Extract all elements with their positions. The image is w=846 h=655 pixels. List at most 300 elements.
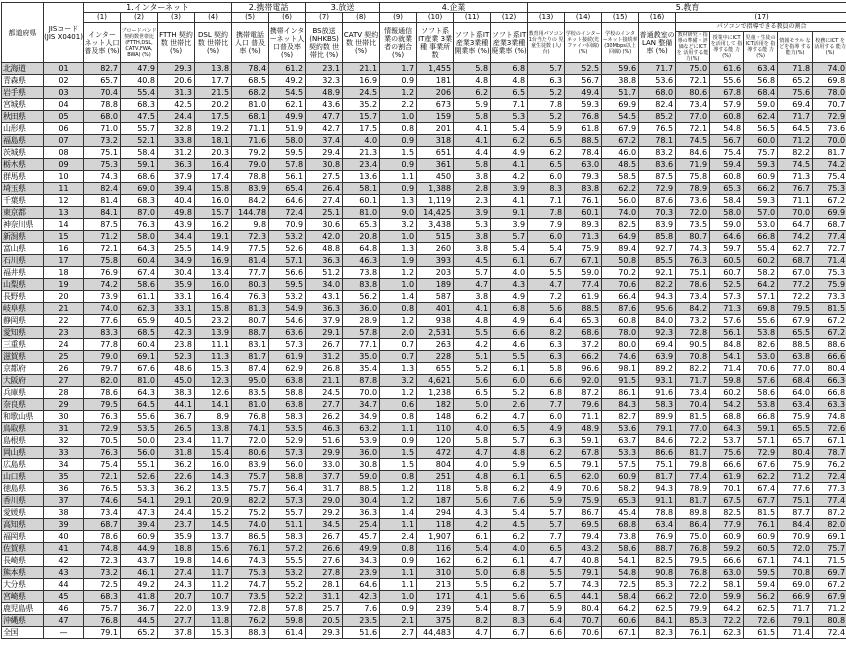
- col-num: (7): [306, 13, 343, 23]
- prefecture-name: 岩手県: [2, 87, 44, 99]
- data-cell: 181: [417, 75, 454, 87]
- prefecture-name: 高知県: [2, 519, 44, 531]
- data-cell: 58.5: [602, 171, 639, 183]
- data-cell: 20.2: [195, 99, 232, 111]
- data-cell: 68.0: [639, 87, 676, 99]
- prefecture-name: 兵庫県: [2, 387, 44, 399]
- data-cell: 34.4: [158, 231, 195, 243]
- data-cell: 76.8: [565, 111, 602, 123]
- data-cell: 1,388: [417, 183, 454, 195]
- data-cell: 159: [417, 111, 454, 123]
- table-row: [2, 507, 846, 519]
- data-cell: 69.4: [639, 339, 676, 351]
- table-row: [2, 159, 846, 171]
- data-cell: 655: [417, 363, 454, 375]
- data-cell: 70.3: [639, 207, 676, 219]
- data-cell: 587: [417, 291, 454, 303]
- prefecture-name: 静岡県: [2, 315, 44, 327]
- data-cell: 65.7: [778, 435, 813, 447]
- data-cell: 63.9: [639, 351, 676, 363]
- data-cell: 88.3: [232, 627, 269, 639]
- data-cell: 4.9: [491, 291, 528, 303]
- data-cell: 88.7: [639, 543, 676, 555]
- data-cell: 1.0: [380, 111, 417, 123]
- jis-code: 20: [44, 291, 84, 303]
- data-cell: 20.8: [343, 231, 380, 243]
- data-cell: 76.1: [565, 195, 602, 207]
- jis-code: 47: [44, 615, 84, 627]
- data-cell: 72.7: [813, 243, 846, 255]
- data-cell: 51.2: [306, 267, 343, 279]
- data-cell: 1.0: [380, 591, 417, 603]
- data-cell: 59.5: [744, 567, 778, 579]
- data-cell: 6.5: [454, 387, 491, 399]
- data-cell: 6.1: [491, 363, 528, 375]
- prefecture-name: 石川県: [2, 255, 44, 267]
- data-cell: 71.7: [778, 111, 813, 123]
- data-cell: 5.5: [528, 267, 565, 279]
- data-cell: 70.9: [269, 219, 306, 231]
- data-cell: 67.1: [565, 255, 602, 267]
- data-cell: 10.7: [195, 591, 232, 603]
- data-cell: 6.3: [528, 351, 565, 363]
- data-cell: 5.6: [491, 591, 528, 603]
- data-cell: 81.7: [639, 471, 676, 483]
- data-cell: 67.9: [813, 591, 846, 603]
- data-cell: 64.6: [269, 195, 306, 207]
- prefecture-name: 山口県: [2, 471, 44, 483]
- data-cell: 79.1: [565, 567, 602, 579]
- data-cell: 6.0: [528, 171, 565, 183]
- table-row: [2, 519, 846, 531]
- data-cell: 23.4: [158, 435, 195, 447]
- data-cell: 8.3: [491, 615, 528, 627]
- jis-code: 02: [44, 75, 84, 87]
- data-cell: 57.3: [269, 447, 306, 459]
- data-cell: 82.4: [639, 99, 676, 111]
- data-cell: 31.3: [158, 87, 195, 99]
- data-cell: 35.9: [158, 531, 195, 543]
- data-cell: 1.3: [380, 195, 417, 207]
- data-cell: 30.8: [306, 159, 343, 171]
- prefecture-name: 香川県: [2, 495, 44, 507]
- data-cell: 1.1: [380, 519, 417, 531]
- data-cell: 61.5: [744, 627, 778, 639]
- data-cell: 52.6: [121, 471, 158, 483]
- data-cell: 72.9: [84, 423, 121, 435]
- col-num: (9): [380, 13, 417, 23]
- data-cell: 45.0: [158, 375, 195, 387]
- data-cell: 13.5: [195, 483, 232, 495]
- statistics-table-container: [1, 2, 846, 639]
- prefecture-name: 滋賀県: [2, 351, 44, 363]
- data-cell: 79.1: [639, 423, 676, 435]
- data-cell: 66.3: [813, 375, 846, 387]
- data-cell: 46.1: [121, 567, 158, 579]
- data-cell: 74.2: [84, 279, 121, 291]
- data-cell: 19.8: [158, 555, 195, 567]
- col-desc-students-per-pc: 教育用パソコン 1台当たりの 児童生徒数 (人/台): [528, 23, 565, 63]
- data-cell: 7.6: [491, 495, 528, 507]
- data-cell: 87.4: [232, 363, 269, 375]
- data-cell: 71.2: [84, 231, 121, 243]
- data-cell: 6.0: [491, 375, 528, 387]
- data-cell: 72.1: [84, 471, 121, 483]
- data-cell: 77.8: [84, 339, 121, 351]
- jis-code: 04: [44, 99, 84, 111]
- data-cell: 73.6: [676, 195, 710, 207]
- data-cell: 72.9: [813, 111, 846, 123]
- prefecture-name: 栃木県: [2, 159, 44, 171]
- data-cell: 44.9: [121, 543, 158, 555]
- data-cell: 71.5: [813, 555, 846, 567]
- jis-code: 19: [44, 279, 84, 291]
- data-cell: 75.1: [778, 495, 813, 507]
- data-cell: 50.0: [121, 435, 158, 447]
- data-cell: 84.6: [639, 435, 676, 447]
- data-cell: 5.2: [528, 111, 565, 123]
- data-cell: 6.2: [454, 555, 491, 567]
- data-cell: 60.9: [710, 531, 744, 543]
- data-cell: 74.3: [676, 243, 710, 255]
- data-cell: 83.3: [84, 327, 121, 339]
- data-cell: 74.0: [813, 63, 846, 75]
- data-cell: 70.0: [813, 135, 846, 147]
- data-cell: 57.5: [602, 459, 639, 471]
- prefecture-name: 島根県: [2, 435, 44, 447]
- data-cell: 75.9: [813, 279, 846, 291]
- data-cell: 76.3: [84, 411, 121, 423]
- data-cell: 76.9: [84, 267, 121, 279]
- data-cell: 78.0: [602, 327, 639, 339]
- data-cell: 72.0: [232, 435, 269, 447]
- jis-code: 07: [44, 135, 84, 147]
- jis-code: 08: [44, 147, 84, 159]
- data-cell: 53.6: [602, 423, 639, 435]
- data-cell: 62.1: [269, 99, 306, 111]
- data-cell: 3.2: [380, 219, 417, 231]
- data-cell: 1.1: [380, 579, 417, 591]
- table-row: [2, 291, 846, 303]
- data-cell: 72.3: [84, 555, 121, 567]
- data-cell: 53.2: [269, 567, 306, 579]
- prefecture-name: 福井県: [2, 267, 44, 279]
- col17-title: パソコンで指導できる教員の割合: [676, 23, 846, 32]
- data-cell: 5.7: [528, 579, 565, 591]
- data-cell: 70.7: [565, 615, 602, 627]
- data-cell: 72.4: [813, 627, 846, 639]
- data-cell: 6.2: [491, 579, 528, 591]
- data-cell: 75.7: [813, 543, 846, 555]
- data-cell: 5.7: [528, 519, 565, 531]
- data-cell: 59.6: [602, 63, 639, 75]
- data-cell: 51.6: [343, 627, 380, 639]
- data-cell: 36.3: [306, 303, 343, 315]
- data-cell: 6.5: [491, 423, 528, 435]
- data-cell: 5.5: [491, 351, 528, 363]
- col-desc-internet-rate: インター ネット人口 普及率 (%): [84, 23, 121, 63]
- data-cell: 87.5: [84, 219, 121, 231]
- col-desc-classroom-lan: 普通教室の LAN 整備率 (%): [639, 23, 676, 63]
- data-cell: 4.1: [454, 303, 491, 315]
- data-cell: 60.9: [744, 171, 778, 183]
- data-cell: 75.1: [639, 459, 676, 471]
- data-cell: 44.5: [121, 615, 158, 627]
- data-cell: 116: [417, 543, 454, 555]
- data-cell: 67.4: [121, 267, 158, 279]
- data-cell: 75.9: [778, 459, 813, 471]
- data-cell: 66.4: [602, 291, 639, 303]
- data-cell: 77.4: [676, 471, 710, 483]
- data-cell: 17.4: [195, 171, 232, 183]
- data-cell: 65.5: [778, 423, 813, 435]
- data-cell: 71.3: [710, 303, 744, 315]
- data-cell: 59.2: [710, 543, 744, 555]
- data-cell: 92.0: [565, 375, 602, 387]
- data-cell: 1.1: [380, 423, 417, 435]
- data-cell: 22.6: [158, 471, 195, 483]
- data-cell: 76.3: [121, 219, 158, 231]
- data-cell: 7.9: [528, 219, 565, 231]
- data-cell: 73.2: [84, 135, 121, 147]
- data-cell: 59.8: [269, 615, 306, 627]
- data-cell: 37.9: [158, 171, 195, 183]
- col-num: (10): [417, 13, 454, 23]
- data-cell: 1.2: [380, 387, 417, 399]
- data-cell: 74.5: [778, 159, 813, 171]
- data-cell: 86.4: [676, 519, 710, 531]
- data-cell: 89.4: [602, 243, 639, 255]
- data-cell: 16.9: [195, 255, 232, 267]
- data-cell: 4.7: [528, 555, 565, 567]
- data-cell: 4.4: [454, 147, 491, 159]
- data-cell: 23.2: [195, 315, 232, 327]
- data-cell: 75.7: [84, 603, 121, 615]
- table-row: [2, 411, 846, 423]
- data-cell: 36.7: [121, 603, 158, 615]
- data-cell: 65.3: [565, 315, 602, 327]
- data-cell: 77.0: [676, 111, 710, 123]
- data-cell: 6.1: [491, 255, 528, 267]
- data-cell: 71.2: [778, 471, 813, 483]
- data-cell: 5.7: [491, 231, 528, 243]
- data-cell: 83.5: [232, 387, 269, 399]
- data-cell: 4.7: [491, 411, 528, 423]
- data-cell: 38.3: [158, 387, 195, 399]
- data-cell: 58.1: [710, 579, 744, 591]
- data-cell: 13.9: [195, 327, 232, 339]
- table-row: [2, 135, 846, 147]
- data-cell: 0.9: [380, 555, 417, 567]
- col-desc-soft-it-close: ソフト系IT 産業3業種 廃業率 (%): [491, 23, 528, 63]
- data-cell: 34.9: [158, 255, 195, 267]
- data-cell: 72.9: [744, 447, 778, 459]
- data-cell: 71.7: [778, 603, 813, 615]
- data-cell: 32.3: [306, 75, 343, 87]
- data-cell: 60.6: [602, 615, 639, 627]
- col-desc-catv: CATV 契約数 世帯比 (%): [343, 23, 380, 63]
- data-cell: 88.7: [232, 327, 269, 339]
- data-cell: 60.2: [710, 387, 744, 399]
- data-cell: 91.6: [639, 387, 676, 399]
- prefecture-name: 埼玉県: [2, 183, 44, 195]
- data-cell: 6.3: [528, 75, 565, 87]
- data-cell: 58.8: [269, 387, 306, 399]
- data-cell: 59.3: [565, 99, 602, 111]
- data-cell: 54.1: [121, 495, 158, 507]
- data-cell: 59.7: [710, 243, 744, 255]
- data-cell: 51.7: [602, 87, 639, 99]
- data-cell: 88.5: [343, 483, 380, 495]
- data-cell: 66.6: [710, 555, 744, 567]
- data-cell: 48.5: [602, 159, 639, 171]
- data-cell: 0.9: [380, 183, 417, 195]
- col-num: (16): [639, 13, 676, 23]
- data-cell: 77.6: [84, 315, 121, 327]
- table-row: [2, 579, 846, 591]
- jis-code: 40: [44, 531, 84, 543]
- data-cell: 68.5: [232, 75, 269, 87]
- prefecture-name: 山梨県: [2, 279, 44, 291]
- prefecture-name: 鹿児島県: [2, 603, 44, 615]
- data-cell: 29.9: [306, 447, 343, 459]
- data-cell: 68.0: [84, 111, 121, 123]
- data-cell: 77.0: [676, 423, 710, 435]
- data-cell: 76.7: [778, 183, 813, 195]
- table-row: [2, 363, 846, 375]
- prefecture-name: 宮城県: [2, 99, 44, 111]
- data-cell: 15.7: [195, 207, 232, 219]
- data-cell: 57.1: [744, 435, 778, 447]
- data-cell: 79.7: [84, 363, 121, 375]
- data-cell: 27.8: [306, 567, 343, 579]
- data-cell: 32.8: [158, 123, 195, 135]
- data-cell: 62.2: [744, 471, 778, 483]
- data-cell: 21.3: [343, 147, 380, 159]
- data-cell: 52.5: [565, 63, 602, 75]
- prefecture-name: 京都府: [2, 363, 44, 375]
- col17-sub: 授業中にICT を活用して 指導する能 力(%): [710, 32, 744, 63]
- data-cell: 84.3: [602, 399, 639, 411]
- data-cell: 68.5: [121, 327, 158, 339]
- data-cell: 5.9: [454, 99, 491, 111]
- data-cell: 4.9: [491, 315, 528, 327]
- data-cell: 4.1: [454, 123, 491, 135]
- data-cell: 75.3: [813, 183, 846, 195]
- jis-code: 42: [44, 555, 84, 567]
- data-cell: 71.1: [232, 123, 269, 135]
- jis-code: 38: [44, 507, 84, 519]
- data-cell: 60.7: [710, 267, 744, 279]
- data-cell: 1.2: [380, 495, 417, 507]
- data-cell: 76.8: [232, 411, 269, 423]
- data-cell: 49.2: [121, 579, 158, 591]
- data-cell: 58.4: [710, 195, 744, 207]
- data-cell: 7.6: [343, 603, 380, 615]
- data-cell: 80.4: [778, 447, 813, 459]
- data-cell: 0.7: [380, 351, 417, 363]
- data-cell: 5.6: [528, 303, 565, 315]
- data-cell: 20.7: [158, 591, 195, 603]
- data-cell: 60.8: [710, 171, 744, 183]
- data-cell: 4.0: [454, 423, 491, 435]
- data-cell: 64.2: [602, 603, 639, 615]
- data-cell: 251: [417, 471, 454, 483]
- data-cell: 59.3: [744, 159, 778, 171]
- data-cell: 4.2: [491, 171, 528, 183]
- data-cell: 56.0: [602, 195, 639, 207]
- data-cell: 68.3: [84, 591, 121, 603]
- data-cell: 4.2: [454, 339, 491, 351]
- data-cell: 38.8: [602, 75, 639, 87]
- prefecture-name: 福岡県: [2, 531, 44, 543]
- data-cell: 67.2: [813, 195, 846, 207]
- data-cell: 66.2: [639, 591, 676, 603]
- data-cell: 4.6: [491, 339, 528, 351]
- table-row: [2, 219, 846, 231]
- data-cell: 31.8: [158, 447, 195, 459]
- col17-sub: 児童・生徒の ICT活用を 指導する能 力(%): [744, 32, 778, 63]
- data-cell: 61.9: [710, 471, 744, 483]
- col-desc-soft-it-offices: ソフト系 IT産業 3業種 事業所数: [417, 23, 454, 63]
- data-cell: 4.7: [454, 279, 491, 291]
- data-cell: 14.1: [195, 399, 232, 411]
- data-cell: 22.0: [158, 603, 195, 615]
- data-cell: 83.9: [232, 183, 269, 195]
- data-cell: 78.6: [84, 387, 121, 399]
- data-cell: 6.3: [528, 435, 565, 447]
- data-cell: 804: [417, 459, 454, 471]
- data-cell: 16.0: [195, 195, 232, 207]
- jis-code: 05: [44, 111, 84, 123]
- col-num: (8): [343, 13, 380, 23]
- data-cell: 27.4: [306, 195, 343, 207]
- data-cell: 77.4: [565, 279, 602, 291]
- data-cell: 82.0: [813, 519, 846, 531]
- data-cell: 4.0: [454, 459, 491, 471]
- data-cell: 55.2: [269, 579, 306, 591]
- data-cell: 90.5: [676, 339, 710, 351]
- data-cell: 68.4: [778, 375, 813, 387]
- data-cell: 43.9: [158, 219, 195, 231]
- data-cell: 2.6: [491, 399, 528, 411]
- data-cell: 1.0: [380, 279, 417, 291]
- data-cell: 82.7: [602, 411, 639, 423]
- prefecture-name: 愛媛県: [2, 507, 44, 519]
- data-cell: 7.1: [528, 195, 565, 207]
- data-cell: 0.9: [380, 603, 417, 615]
- data-cell: 60.1: [565, 207, 602, 219]
- data-cell: 14.9: [195, 243, 232, 255]
- data-cell: 41.8: [121, 591, 158, 603]
- data-cell: 15.3: [195, 627, 232, 639]
- data-cell: 68.7: [813, 219, 846, 231]
- data-cell: 15.6: [195, 543, 232, 555]
- data-cell: 94.3: [639, 291, 676, 303]
- data-cell: 60.8: [710, 111, 744, 123]
- data-cell: 5.8: [454, 111, 491, 123]
- data-cell: 1.4: [380, 291, 417, 303]
- data-cell: 53.0: [744, 351, 778, 363]
- data-cell: 71.1: [778, 195, 813, 207]
- data-cell: 88.5: [565, 303, 602, 315]
- data-cell: 17.5: [195, 111, 232, 123]
- data-cell: 56.4: [269, 483, 306, 495]
- data-cell: 79.1: [565, 459, 602, 471]
- data-cell: 401: [417, 303, 454, 315]
- data-cell: 62.3: [710, 627, 744, 639]
- data-cell: 76.9: [639, 531, 676, 543]
